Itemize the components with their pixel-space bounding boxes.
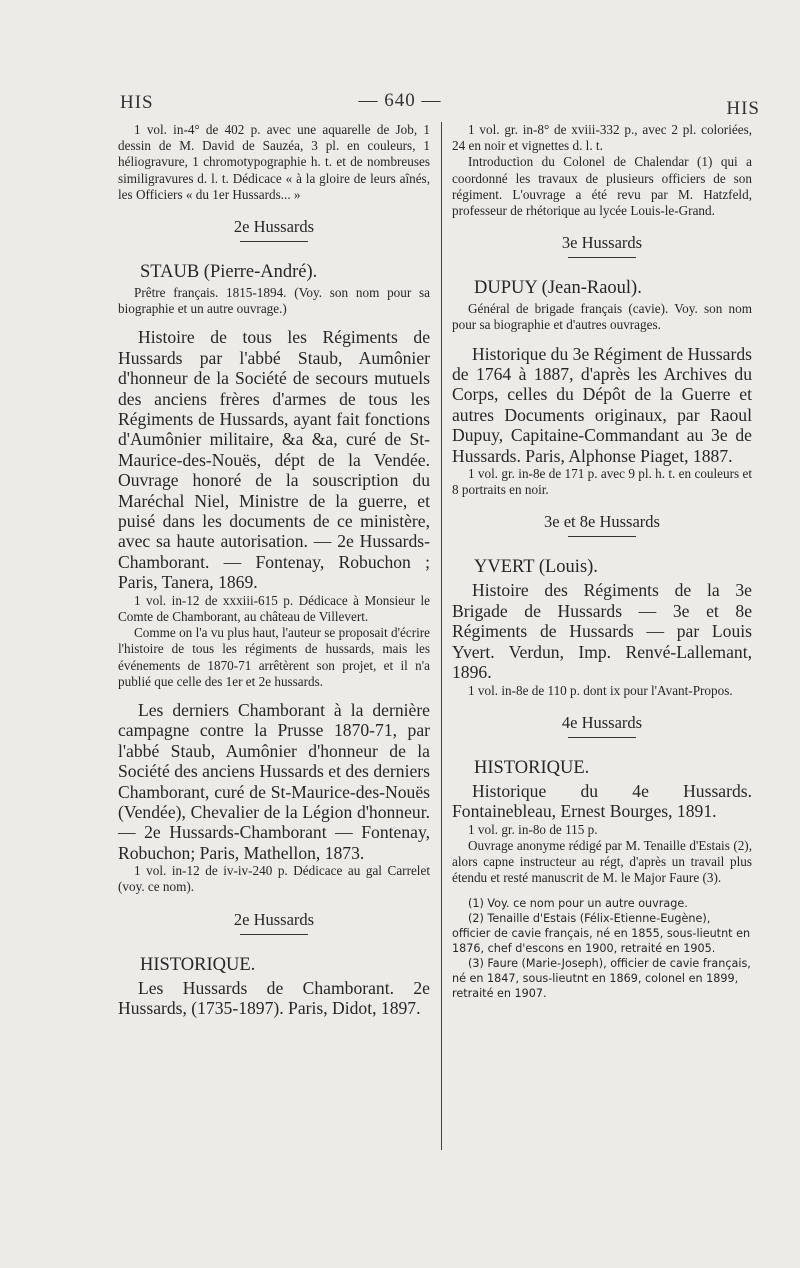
author-heading: DUPUY (Jean-Raoul). bbox=[474, 278, 642, 299]
author-bio: Général de brigade français (cavie). Voy. son nom pour sa biographie et d'autres ouvrages. bbox=[452, 301, 752, 333]
intro-note: Introduction du Colonel de Chalendar (1) qui a coordonné les travaux de plusieurs officiers de son régiment. L'ouvrage a été revu par M. Hatzfeld, professeur de rhétorique au lycée Louis-le-Grand. bbox=[452, 154, 752, 219]
column-divider bbox=[441, 122, 442, 1150]
bibliography-entry: Historique du 4e Hussards. Fontainebleau, Ernest Bourges, 1891. bbox=[452, 780, 752, 822]
section-heading: 2e Hussards bbox=[233, 909, 315, 929]
right-column bbox=[452, 122, 752, 1001]
bibliography-entry: Les Hussards de Chamborant. 2e Hussards, (1735-1897). Paris, Didot, 1897. bbox=[118, 977, 430, 1018]
entry-description: 1 vol. in-8e de 110 p. dont ix pour l'Avant-Propos. bbox=[468, 682, 733, 698]
entry-description: 1 vol. in-12 de xxxiii-615 p. Dédicace à Monsieur le Comte de Chamborant, au château de Villevert. bbox=[118, 592, 430, 624]
author-heading: STAUB (Pierre-André). bbox=[140, 262, 318, 283]
section-rule bbox=[568, 536, 636, 537]
intro-note: 1 vol. in-4° de 402 p. avec une aquarelle de Job, 1 dessin de M. David de Sauzéa, 3 pl. en couleurs, 1 héliogravure, 1 chromotypographie h. t. et de nombreuses similigravures d. l. t. Dédicace « à la gloire de leurs aînés, les Officiers « du 1er Hussards... » bbox=[118, 122, 430, 202]
author-heading: HISTORIQUE. bbox=[474, 757, 590, 778]
section-rule bbox=[240, 934, 308, 935]
author-heading: HISTORIQUE. bbox=[140, 954, 256, 975]
author-bio: Prêtre français. 1815-1894. (Voy. son nom pour sa biographie et un autre ouvrage.) bbox=[118, 285, 430, 317]
intro-note: 1 vol. gr. in-8° de xviii-332 p., avec 2 pl. coloriées, 24 en noir et vignettes d. l. t. bbox=[452, 122, 752, 154]
entry-description: 1 vol. in-12 de iv-iv-240 p. Dédicace au gal Carrelet (voy. ce nom). bbox=[118, 863, 430, 895]
footnote: (3) Faure (Marie-Joseph), officier de cavie français, né en 1847, sous-lieutnt en 1869, colonel en 1899, retraité en 1907. bbox=[452, 957, 751, 1001]
section-rule bbox=[240, 241, 308, 242]
page-number: — 640 — bbox=[358, 90, 442, 111]
author-heading: YVERT (Louis). bbox=[474, 557, 598, 578]
entry-note: Comme on l'a vu plus haut, l'auteur se proposait d'écrire l'histoire de tous les régiments de hussards, mais les événements de 1870-71 arrêtèrent son projet, et il n'a publié que celle des 1er et 2e hussards. bbox=[118, 625, 430, 689]
footnote: (1) Voy. ce nom pour un autre ouvrage. bbox=[468, 897, 688, 911]
section-rule bbox=[568, 737, 636, 738]
section-heading: 2e Hussards bbox=[233, 217, 315, 237]
bibliography-entry: Histoire de tous les Régiments de Hussards par l'abbé Staub, Aumônier d'honneur de la Société de secours mutuels des anciens frères d'armes de tous les Régiments de Hussards, ayant fait fonctions d'Aumônier militaire, &a &a, curé de St-Maurice-des-Nouës, dépt de la Vendée. Ouvrage honoré de la souscription du Maréchal Niel, Ministre de la guerre, et puisé dans les documents de ce ministère, avec sa haute autorisation. — 2e Hussards-Chamborant. — Fontenay, Robuchon ; Paris, Tanera, 1869. bbox=[118, 327, 430, 593]
bibliography-entry: Historique du 3e Régiment de Hussards de 1764 à 1887, d'après les Archives du Corps, celles du Dépôt de la Guerre et autres Documents originaux, par Raoul Dupuy, Capitaine-Commandant au 3e de Hussards. Paris, Alphonse Piaget, 1887. bbox=[452, 343, 752, 466]
footnote: (2) Tenaille d'Estais (Félix-Etienne-Eugène), officier de cavie français, né en 1855, sous-lieutnt en 1876, chef d'escons en 1900, retraité en 1905. bbox=[452, 912, 751, 956]
bibliography-entry: Histoire des Régiments de la 3e Brigade de Hussards — 3e et 8e Régiments de Hussards — par Louis Yvert. Verdun, Imp. Renvé-Lallemant, 1896. bbox=[452, 580, 752, 683]
section-heading: 4e Hussards bbox=[561, 712, 643, 732]
section-rule bbox=[568, 257, 636, 258]
bibliography-entry: Les derniers Chamborant à la dernière campagne contre la Prusse 1870-71, par l'abbé Staub, Aumônier d'honneur de la Société des anciens Hussards et des derniers Chamborant, curé de St-Maurice-des-Nouës (Vendée), Chevalier de la Légion d'honneur. — 2e Hussards-Chamborant — Fontenay, Robuchon; Paris, Mathellon, 1873. bbox=[118, 699, 430, 863]
running-head-left: HIS bbox=[120, 92, 154, 113]
entry-description: 1 vol. gr. in-8e de 171 p. avec 9 pl. h. t. en couleurs et 8 portraits en noir. bbox=[452, 466, 752, 498]
section-heading: 3e Hussards bbox=[561, 233, 643, 253]
entry-description: 1 vol. gr. in-8o de 115 p. bbox=[468, 821, 598, 837]
section-heading: 3e et 8e Hussards bbox=[544, 512, 660, 532]
entry-note: Ouvrage anonyme rédigé par M. Tenaille d'Estais (2), alors capne instructeur au régt, d'après un travail plus étendu et resté manuscrit de M. le Major Faure (3). bbox=[452, 837, 752, 886]
left-column bbox=[118, 122, 430, 1018]
running-head-right: HIS bbox=[726, 98, 760, 119]
